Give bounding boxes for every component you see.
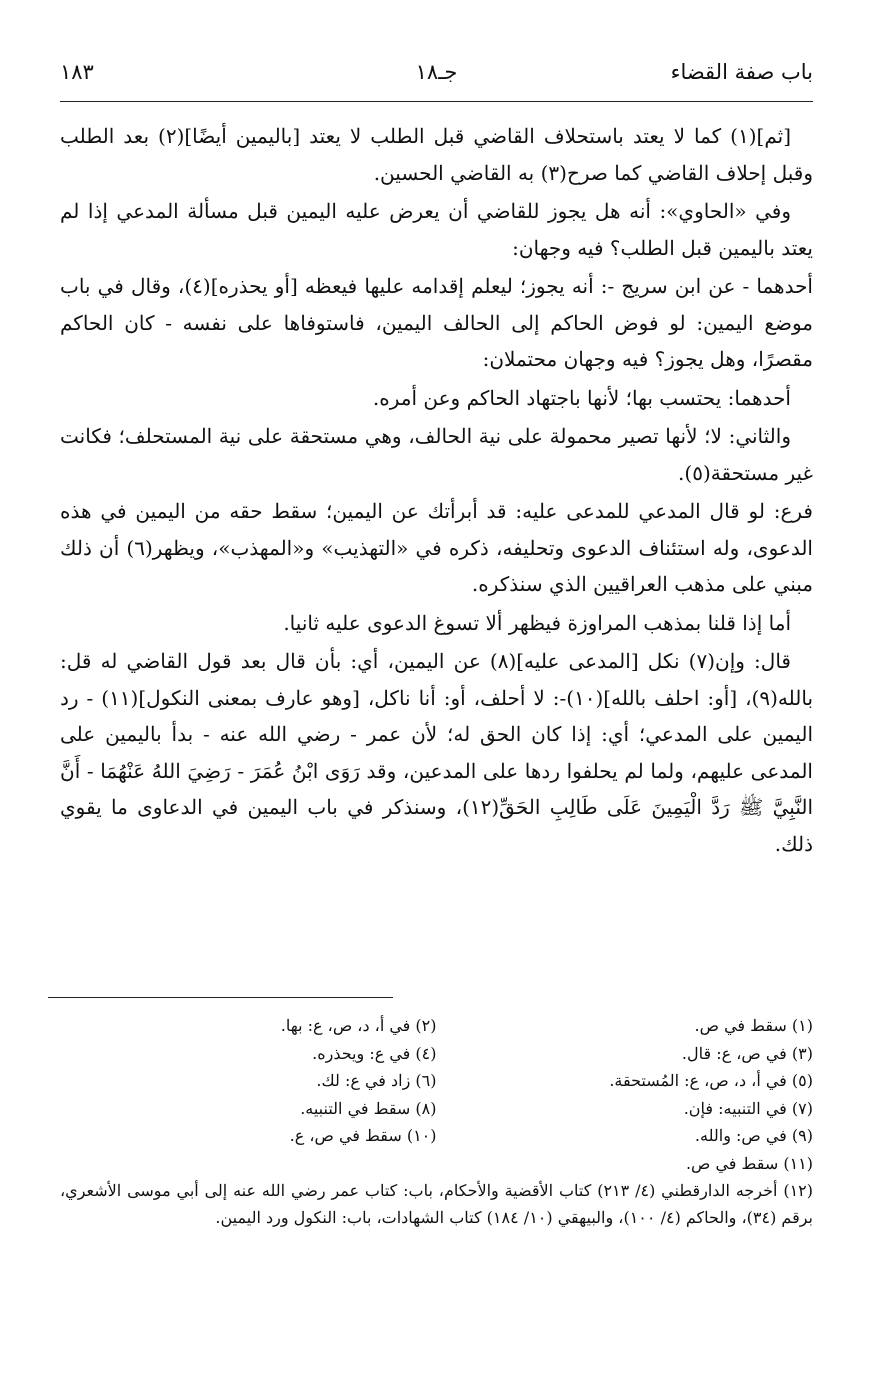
footnote: (١١) سقط في ص. — [685, 1153, 813, 1173]
page-number: ١٨٣ — [60, 60, 94, 84]
footnote: (٣) في ص، ع: قال. — [681, 1043, 813, 1063]
paragraph: والثاني: لا؛ لأنها تصير محمولة على نية الحالف، وهي مستحقة على نية المستحلف؛ فكانت غير مستحقة(٥). — [60, 424, 813, 485]
footnotes — [60, 1012, 813, 1231]
paragraph: أحدهما - عن ابن سريج -: أنه يجوز؛ ليعلم إقدامه عليها فيعظه [أو يحذره](٤)، وقال في باب موضع اليمين: لو فوض الحاكم إلى الحالف اليمين، فاستوفاها على نفسه - كان الحاكم مقصرًا، وهل يجوز؟ فيه وجهان محتملان: — [60, 274, 813, 371]
footnote-grid — [60, 1012, 813, 1150]
footnote: (١٢) أخرجه الدارقطني (٤/ ٢١٣) كتاب الأقضية والأحكام، باب: كتاب عمر رضي الله عنه إلى أبي موسى الأشعري، برقم (٣٤)، والحاكم (٤/ ١٠٠)، والبيهقي (١٠/ ١٨٤) كتاب الشهادات، باب: النكول ورد اليمين. — [60, 1181, 813, 1227]
page-header — [60, 52, 813, 92]
footnote: (١٠) سقط في ص، ع. — [289, 1126, 437, 1145]
footnote: (٤) في ع: ويحذره. — [312, 1043, 437, 1063]
footnote: (٥) في أ، د، ص، ع: المُستحقة. — [609, 1071, 813, 1090]
footnote-divider — [48, 997, 393, 998]
footnote: (٧) في التنبيه: فإن. — [683, 1098, 813, 1118]
volume-label: جـ١٨ — [415, 60, 458, 84]
paragraph: فرع: لو قال المدعي للمدعى عليه: قد أبرأتك عن اليمين؛ سقط حقه من اليمين في هذه الدعوى، وله استئناف الدعوى وتحليفه، ذكره في «التهذيب» و«المهذب»، ويظهر(٦) أن ذلك مبني على مذهب العراقيين الذي سنذكره. — [60, 499, 813, 596]
paragraph: وفي «الحاوي»: أنه هل يجوز للقاضي أن يعرض عليه اليمين قبل مسألة المدعي إذا لم يعتد باليمين قبل الطلب؟ فيه وجهان: — [60, 199, 813, 260]
main-text — [60, 118, 813, 864]
paragraph: [ثم](١) كما لا يعتد باستحلاف القاضي قبل الطلب لا يعتد [باليمين أيضًا](٢) بعد الطلب وقبل إحلاف القاضي كما صرح(٣) به القاضي الحسين. — [60, 124, 813, 185]
header-divider — [60, 101, 813, 102]
paragraph: قال: وإن(٧) نكل [المدعى عليه](٨) عن اليمين، أي: بأن قال بعد قول القاضي له قل: بالله(٩)، [أو: احلف بالله](١٠)-: لا أحلف، أو: أنا ناكل، [وهو عارف بمعنى النكول](١١) - رد اليمين على المدعي؛ أي: إذا كان الحق له؛ لأن عمر - رضي الله عنه - بدأ باليمين على المدعى عليهم، ولما لم يحلفوا ردها على المدعين، وقد رَوَى ابْنُ عُمَرَ - رَضِيَ اللهُ عَنْهُمَا - أَنَّ النَّبِيَّ ﷺ رَدَّ الْيَمِينَ عَلَى طَالِبِ الحَقِّ(١٢)، وسنذكر في باب اليمين في الدعاوى ما يقوي ذلك. — [60, 649, 814, 856]
chapter-title: باب صفة القضاء — [670, 60, 813, 84]
footnote: (٦) زاد في ع: لك. — [316, 1071, 437, 1090]
footnote: (١) سقط في ص. — [694, 1016, 813, 1035]
footnote: (٨) سقط في التنبيه. — [300, 1098, 437, 1118]
footnote-column-right — [437, 1012, 814, 1150]
footnote: (٢) في أ، د، ص، ع: بها. — [280, 1016, 437, 1035]
footnote: (٩) في ص: والله. — [694, 1126, 813, 1145]
footnote-column-left — [60, 1012, 437, 1150]
paragraph: أحدهما: يحتسب بها؛ لأنها باجتهاد الحاكم وعن أمره. — [372, 385, 791, 410]
paragraph: أما إذا قلنا بمذهب المراوزة فيظهر ألا تسوغ الدعوى عليه ثانيا. — [283, 610, 791, 635]
